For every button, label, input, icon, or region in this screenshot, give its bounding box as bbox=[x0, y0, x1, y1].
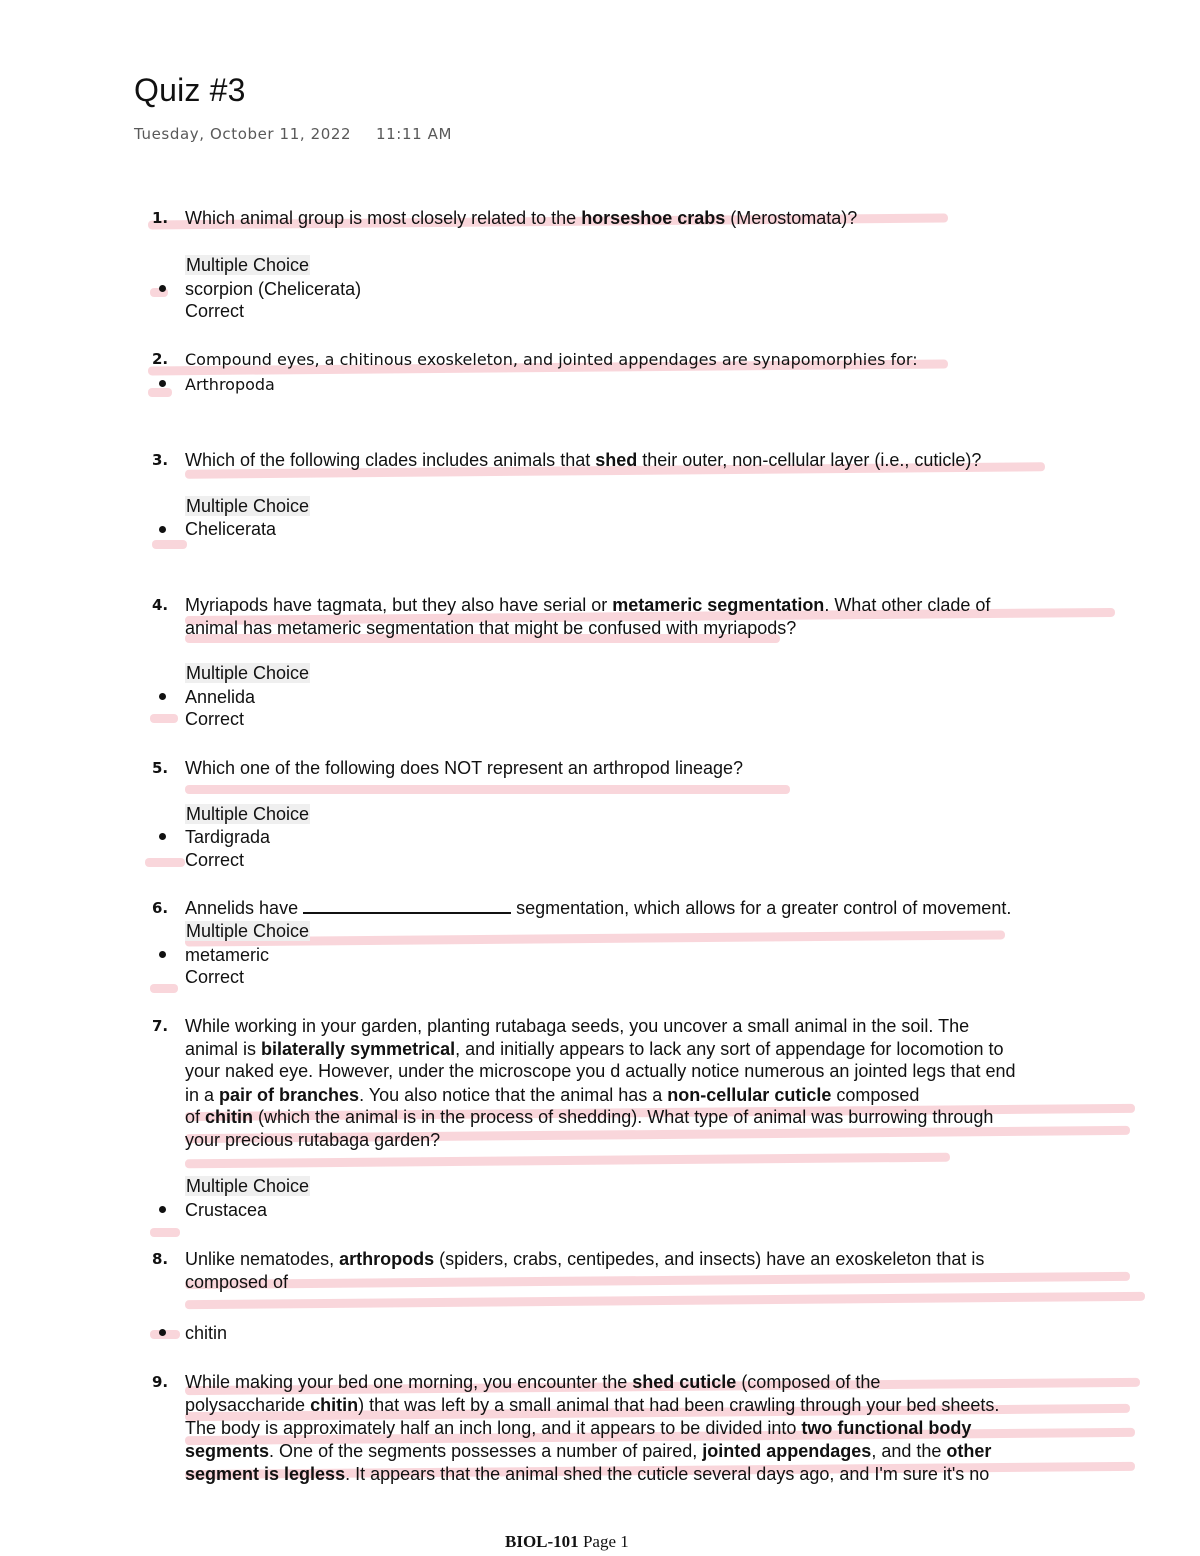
question-1-text: Which animal group is most closely related to the horseshoe crabs (Merostomata)? bbox=[185, 208, 858, 228]
question-4-text: Myriapods have tagmata, but they also have serial or metameric segmentation. What other clade of bbox=[185, 595, 991, 615]
correct-label: Correct bbox=[185, 709, 245, 729]
question-2-text: Compound eyes, a chitinous exoskeleton, and jointed appendages are synapomorphies for: bbox=[185, 350, 918, 369]
bullet-icon bbox=[159, 833, 166, 840]
question-number-9: 9. bbox=[152, 1373, 169, 1391]
multiple-choice-label: Multiple Choice bbox=[186, 496, 310, 516]
bullet-icon bbox=[159, 526, 166, 533]
multiple-choice-label: Multiple Choice bbox=[186, 921, 310, 941]
multiple-choice-label: Multiple Choice bbox=[186, 663, 310, 683]
question-9-text-line-5: segment is legless. It appears that the animal shed the cuticle several days ago, and I'm sure it's no bbox=[185, 1464, 990, 1484]
answer-3: Chelicerata bbox=[185, 519, 277, 539]
question-number-6: 6. bbox=[152, 899, 169, 917]
bullet-icon bbox=[159, 951, 166, 958]
question-5-text: Which one of the following does NOT represent an arthropod lineage? bbox=[185, 758, 744, 778]
bullet-icon bbox=[159, 1329, 166, 1336]
answer-8: chitin bbox=[185, 1323, 228, 1343]
question-number-5: 5. bbox=[152, 759, 169, 777]
question-number-8: 8. bbox=[152, 1250, 169, 1268]
question-7-text-line-2: animal is bilaterally symmetrical, and initially appears to lack any sort of appendage for locomotion to bbox=[185, 1039, 1004, 1059]
question-8-text: Unlike nematodes, arthropods (spiders, crabs, centipedes, and insects) have an exoskeleton that is bbox=[185, 1249, 985, 1269]
question-7-text-line-3: your naked eye. However, under the microscope you d actually notice numerous an jointed legs that end bbox=[185, 1061, 1016, 1081]
note-date: Tuesday, October 11, 2022 bbox=[134, 125, 352, 143]
question-7-text-line-5: of chitin (which the animal is in the process of shedding). What type of animal was burrowing through bbox=[185, 1107, 994, 1127]
question-number-4: 4. bbox=[152, 596, 169, 614]
correct-label: Correct bbox=[185, 850, 245, 870]
question-9-text-line-1: While making your bed one morning, you encounter the shed cuticle (composed of the bbox=[185, 1372, 881, 1392]
page-footer: BIOL-101 Page 1 bbox=[505, 1532, 629, 1551]
question-number-2: 2. bbox=[152, 350, 169, 368]
answer-1: scorpion (Chelicerata) bbox=[185, 279, 362, 299]
question-3-text: Which of the following clades includes animals that shed their outer, non-cellular layer (i.e., cuticle)? bbox=[185, 450, 982, 470]
bullet-icon bbox=[159, 380, 166, 387]
fill-in-blank bbox=[303, 898, 511, 914]
correct-label: Correct bbox=[185, 301, 245, 321]
question-6-text: Annelids have segmentation, which allows for a greater control of movement. bbox=[185, 898, 1012, 918]
bullet-icon bbox=[159, 693, 166, 700]
answer-2: Arthropoda bbox=[185, 375, 275, 394]
question-number-1: 1. bbox=[152, 209, 169, 227]
answer-6: metameric bbox=[185, 945, 270, 965]
question-8-text-line-2: composed of bbox=[185, 1272, 289, 1292]
answer-5: Tardigrada bbox=[185, 827, 271, 847]
answer-4: Annelida bbox=[185, 687, 256, 707]
multiple-choice-label: Multiple Choice bbox=[186, 804, 310, 824]
question-7-text-line-6: your precious rutabaga garden? bbox=[185, 1130, 441, 1150]
question-7-text-line-4: in a pair of branches. You also notice that the animal has a non-cellular cuticle composed bbox=[185, 1085, 920, 1105]
question-7-text-line-1: While working in your garden, planting rutabaga seeds, you uncover a small animal in the soil. The bbox=[185, 1016, 970, 1036]
note-time: 11:11 AM bbox=[376, 125, 452, 143]
answer-7: Crustacea bbox=[185, 1200, 268, 1220]
multiple-choice-label: Multiple Choice bbox=[186, 1176, 310, 1196]
bullet-icon bbox=[159, 285, 166, 292]
bullet-icon bbox=[159, 1206, 166, 1213]
question-9-text-line-2: polysaccharide chitin) that was left by a small animal that had been crawling through your bed sheets. bbox=[185, 1395, 1000, 1415]
page-title: Quiz #3 bbox=[134, 72, 246, 108]
question-4-text-line-2: animal has metameric segmentation that might be confused with myriapods? bbox=[185, 618, 797, 638]
question-number-7: 7. bbox=[152, 1017, 169, 1035]
question-number-3: 3. bbox=[152, 451, 169, 469]
question-9-text-line-3: The body is approximately half an inch long, and it appears to be divided into two functional body bbox=[185, 1418, 972, 1438]
multiple-choice-label: Multiple Choice bbox=[186, 255, 310, 275]
correct-label: Correct bbox=[185, 967, 245, 987]
question-9-text-line-4: segments. One of the segments possesses a number of paired, jointed appendages, and the other bbox=[185, 1441, 992, 1461]
